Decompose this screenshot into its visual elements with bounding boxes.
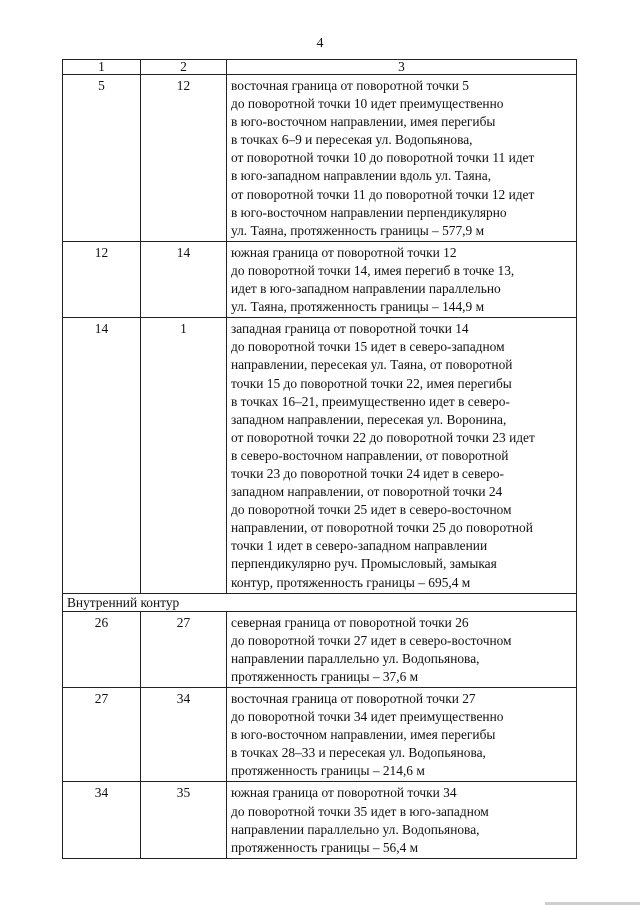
description-line: до поворотной точки 35 идет в юго-западном bbox=[231, 803, 489, 819]
description-line: ул. Таяна, протяженность границы – 577,9 м bbox=[231, 222, 485, 238]
boundary-description bbox=[227, 241, 577, 317]
description-line: в точках 6–9 и пересекая ул. Водопьянова, bbox=[231, 132, 473, 148]
to-point: 27 bbox=[141, 611, 227, 687]
description-line: в юго-восточном направлении, имея перегибы bbox=[231, 727, 496, 743]
to-point: 1 bbox=[141, 318, 227, 593]
description-line: направлении, пересекая ул. Таяна, от поворотной bbox=[231, 357, 513, 373]
table-row bbox=[63, 688, 577, 782]
description-line: до поворотной точки 34 идет преимущественно bbox=[231, 709, 504, 725]
description-line: от поворотной точки 10 до поворотной точки 11 идет bbox=[231, 150, 535, 166]
boundary-description bbox=[227, 611, 577, 687]
table-row bbox=[63, 75, 577, 242]
table-row bbox=[63, 318, 577, 593]
from-point: 5 bbox=[63, 75, 141, 242]
table-row bbox=[63, 241, 577, 317]
from-point: 14 bbox=[63, 318, 141, 593]
description-line: до поворотной точки 10 идет преимущественно bbox=[231, 96, 504, 112]
description-line: до поворотной точки 27 идет в северо-восточном bbox=[231, 632, 512, 648]
description-line: до поворотной точки 14, имея перегиб в точке 13, bbox=[231, 262, 515, 278]
description-line: южная граница от поворотной точки 12 bbox=[231, 244, 457, 260]
description-line: перпендикулярно руч. Промысловый, замыкая bbox=[231, 556, 497, 572]
description-line: западная граница от поворотной точки 14 bbox=[231, 321, 469, 337]
from-point: 34 bbox=[63, 782, 141, 858]
description-line: протяженность границы – 37,6 м bbox=[231, 668, 419, 684]
section-row bbox=[63, 593, 577, 611]
description-line: протяженность границы – 56,4 м bbox=[231, 839, 419, 855]
page-number: 4 bbox=[316, 36, 324, 51]
table-row bbox=[63, 611, 577, 687]
description-line: в точках 16–21, преимущественно идет в северо- bbox=[231, 393, 510, 409]
to-point: 14 bbox=[141, 241, 227, 317]
description-line: идет в юго-западном направлении параллельно bbox=[231, 281, 501, 297]
description-line: в юго-западном направлении вдоль ул. Таяна, bbox=[231, 168, 492, 184]
header-col-2: 2 bbox=[141, 60, 227, 75]
description-line: ул. Таяна, протяженность границы – 144,9 м bbox=[231, 299, 485, 315]
description-line: точки 15 до поворотной точки 22, имея перегибы bbox=[231, 375, 512, 391]
description-line: от поворотной точки 11 до поворотной точки 12 идет bbox=[231, 186, 535, 202]
description-line: в юго-восточном направлении, имея перегибы bbox=[231, 114, 496, 130]
description-line: протяженность границы – 214,6 м bbox=[231, 763, 425, 779]
boundary-description bbox=[227, 782, 577, 858]
description-line: до поворотной точки 15 идет в северо-западном bbox=[231, 339, 505, 355]
description-line: направлении параллельно ул. Водопьянова, bbox=[231, 650, 480, 666]
description-line: северная граница от поворотной точки 26 bbox=[231, 614, 469, 630]
description-line: направлении, от поворотной точки 25 до поворотной bbox=[231, 520, 533, 536]
to-point: 34 bbox=[141, 688, 227, 782]
boundary-table bbox=[62, 59, 577, 859]
boundary-description bbox=[227, 75, 577, 242]
description-line: в северо-восточном направлении, от поворотной bbox=[231, 447, 509, 463]
header-col-1: 1 bbox=[63, 60, 141, 75]
to-point: 35 bbox=[141, 782, 227, 858]
description-line: точки 23 до поворотной точки 24 идет в северо- bbox=[231, 465, 504, 481]
description-line: контур, протяженность границы – 695,4 м bbox=[231, 574, 471, 590]
table-row bbox=[63, 782, 577, 858]
inner-contour-heading: Внутренний контур bbox=[63, 593, 577, 611]
to-point: 12 bbox=[141, 75, 227, 242]
boundary-description bbox=[227, 318, 577, 593]
description-line: восточная граница от поворотной точки 5 bbox=[231, 78, 469, 93]
header-col-3: 3 bbox=[227, 60, 577, 75]
description-line: южная граница от поворотной точки 34 bbox=[231, 785, 457, 801]
description-line: точки 1 идет в северо-западном направлении bbox=[231, 538, 488, 554]
header-row bbox=[63, 60, 577, 75]
boundary-description bbox=[227, 688, 577, 782]
from-point: 12 bbox=[63, 241, 141, 317]
description-line: до поворотной точки 25 идет в северо-восточном bbox=[231, 502, 512, 518]
description-line: направлении параллельно ул. Водопьянова, bbox=[231, 821, 480, 837]
from-point: 26 bbox=[63, 611, 141, 687]
description-line: западном направлении, от поворотной точки 24 bbox=[231, 484, 503, 500]
description-line: в точках 28–33 и пересекая ул. Водопьянова, bbox=[231, 745, 486, 761]
description-line: восточная граница от поворотной точки 27 bbox=[231, 691, 476, 706]
from-point: 27 bbox=[63, 688, 141, 782]
description-line: западном направлении, пересекая ул. Воронина, bbox=[231, 411, 507, 427]
outer-contour-body bbox=[63, 75, 577, 859]
description-line: от поворотной точки 22 до поворотной точки 23 идет bbox=[231, 429, 535, 445]
description-line: в юго-восточном направлении перпендикулярно bbox=[231, 204, 507, 220]
